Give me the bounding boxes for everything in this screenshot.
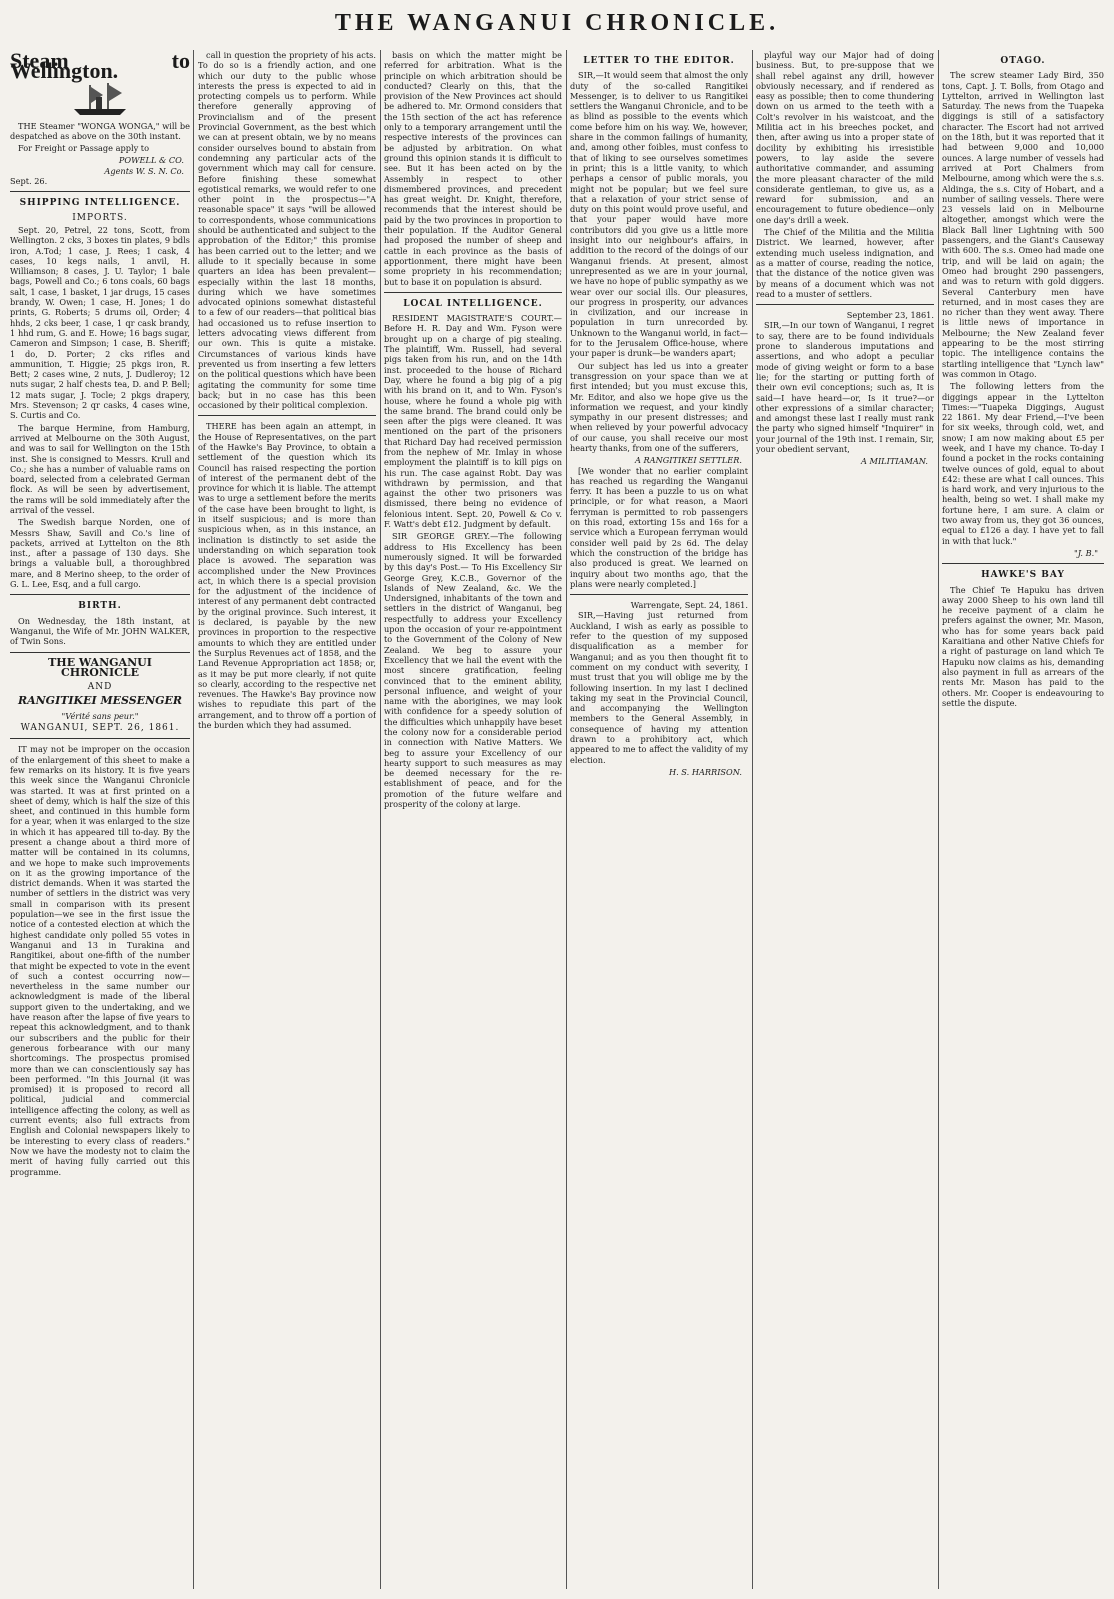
ferry-note: [We wonder that no earlier complaint has reached us regarding the Wanganui ferry. It has been a puzzle to us on what principle, or for what reason, a Maori ferryman is permitted to rob passengers on this road, extorting 15s and 16s for a service which a European ferryman would consider well paid by 2s 6d. The delay which the construction of the bridge has also produced is great. We learned on inquiry about two months ago, that the plans were nearly completed.] [570,465,748,589]
column-rule [938,50,939,1589]
hawkes-heading: HAWKE'S BAY [981,570,1065,581]
column-6 [942,50,1104,1589]
divider [384,292,562,293]
swedish-text: The Swedish barque Norden, one of Messrs Shaw, Savill and Co.'s line of packets, arrived at Lyttelton on the 8th inst., after a passage of 130 days. She brings a valuable bull, a thoroughbred mare, and 8 Merino sheep, to the order of G. L. Lee, Esq, and a full cargo. [10,517,190,590]
steam-agent-2: Agents W. S. N. Co. [104,165,184,176]
divider [10,652,190,653]
lyttelton-text: The following letters from the diggings appear in the Lyttelton Times:—"Tuapeka Diggings, August 22 1861. My dear Friend,—I've been for six weeks, through cold, wet, and snow; I am now making about £5 per week, and I have my chance. To-day I found a pocket in the rocks containing twelve ounces of gold, equal to about £42: these are what I call ounces. This is hard work, and very injurious to the health, being so wet. I shall make my fortune here, I am sure. A claim or two away from us, they got 36 ounces, equal to £126 a day. I have yet to fall in with that luck." [942,381,1104,546]
letter-text-2: Our subject has led us into a greater transgression on your space than we at first intended; but you must excuse this, Mr. Editor, and also we hope give us the information we request, and your kindly sympathy in our present distresses; and when relieved by your powerful advocacy of our cause, you shall receive our most hearty thanks, from one of the sufferers, [570,360,748,453]
letter-date: September 23, 1861. [846,310,934,321]
motto: "Vérité sans peur." [61,710,139,721]
divider [10,191,190,192]
signature: "J. B." [1073,547,1098,558]
otago-text: The screw steamer Lady Bird, 350 tons, Capt. J. T. Bolls, from Otago and Lyttelton, arrived in Wellington last Saturday. The news from the Tuapeka diggings is still of a satisfactory character. The Escort had not arrived on the 18th, but it was reported that it had between 9,000 and 10,000 ounces. A large number of vessels had arrived at Port Chalmers from Melbourne, among which were the s.s. Aldinga, the s.s. City of Hobart, and a number of sailing vessels. There were 23 vessels laid on in Melbourne altogether, amongst which were the Black Ball liner Lightning with 500 passengers, and the Giant's Causeway with 600. The s.s. Omeo had made one trip, and will be laid on again; the Omeo had brought 290 passengers, and was to return with gold diggers. Several Canterbury men have returned, and in most cases they are no richer than they went away. There is little news of importance in Melbourne; the New Zealand fever appearing to be the most stirring topic. The intelligence contains the startling intelligence that "Lynch law" was common in Otago. [942,70,1104,379]
editorial-continued: call in question the propriety of his acts. To do so is a friendly action, and one which our duty to the public whose interests the press is expected to aid in protecting compels us to perform. While therefore generally approving of Provincialism and of the present Provincial Government, as the best which we can at present obtain, we by no means consider ourselves bound to abstain from condemning any particular acts of the government which may call for censure. Before finishing these somewhat egotistical remarks, we would refer to one other point in the prospectus—"A reasonable space" it says "will be allowed to correspondents, whose communications should be authenticated and subject to the approbation of the Editor;" this promise has been carried out to the letter; and we allude to it specially because in some quarters an idea has been prevalent—especially within the last 18 months, during which we have sometimes advocated opinions somewhat distasteful to a few of our readers—that political bias had occasioned us to refuse insertion to letters advocating views different from our own. This is quite a mistake. Circumstances of various kinds have prevented us from inserting a few letters on the political questions which have been agitating the community for some time back; but in no case has this been occasioned by their political complexion. [198,50,376,411]
paper-and: AND [87,682,113,693]
local-heading: LOCAL INTELLIGENCE. [403,298,543,309]
ship-illustration-icon [70,81,130,117]
divider [10,594,190,595]
arbitration-article: basis on which the matter might be referred for arbitration. What is the principle on which arbitration should be conducted? Clearly on this, that the provision of the New Provinces act should be adhered to. Mr. Ormond considers that the 15th section of the act has reference only to a temporary arrangement until the respective interests of the provinces can be adjusted by arbitration. On what ground this opinion stands it is difficult to see. But it has been acted on by the Assembly in respect to other dismembered provinces, and precedent has great weight. Dr. Knight, therefore, recommends that the interest should be paid by the two provinces in proportion to their population. If the Auditor General had proposed the number of sheep and cattle in each province as the basis of apportionment, there might have been some propriety in his recommendation; but to base it on population is absurd. [384,50,562,287]
column-rule [193,50,194,1589]
shipping-heading: SHIPPING INTELLIGENCE. [19,198,181,209]
column-rule [752,50,753,1589]
column-rule [566,50,567,1589]
steam-date: Sept. 26. [10,176,48,187]
letter-heading: LETTER TO THE EDITOR. [583,56,735,66]
editorial-text: IT may not be improper on the occasion of the enlargement of this sheet to make a few remarks on its history. It is five years this week since the Wanganui Chronicle was started. It was at first printed on a sheet of demy, which is half the size of this sheet, and continued in this humble form for a year, when it was enlarged to the size in which it has appeared till to-day. By the present a change about a third more of matter will be contained in its columns, and we hope to make such improvements on it as the growing importance of the district demands. When it was started the number of settlers in the district was very small in comparison with its present population—we see in the first issue the notice of a contested election at which the highest candidate only polled 55 votes in Wanganui and 13 in Turakina and Rangitikei, about one-fifth of the number that might be expected to vote in the event of such a contest occurring now—nevertheless in the same number our acknowledgment is made of the liberal support given to the undertaking, and we have reason after the lapse of five years to repeat this acknowledgment, and to thank our subscribers and the public for their generous forbearance with our many shortcomings. The prospectus promised more than we can conscientiously say has been performed. "In this Journal (it was promised) it is proposed to record all political, judicial and commercial intelligence affecting the colony, as well as current events; also full extracts from English and Colonial newspapers likely to be interesting to every class of readers." Now we have the modesty not to claim the merit of having fully carried out this programme. [10,744,190,1177]
column-2 [198,50,376,1589]
divider [570,594,748,595]
paper-title-2: RANGITIKEI MESSENGER [17,694,183,708]
divider [198,415,376,416]
dateline: WANGANUI, SEPT. 26, 1861. [20,723,180,734]
column-rule [380,50,381,1589]
column-3 [384,50,562,1589]
hawkes-text: The Chief Te Hapuku has driven away 2000 Sheep to his own land till he receive payment of a claim he prefers against the owner, Mr. Mason, who has for some years back paid Karaitiana and other Native Chiefs for a right of pasturage on land which Te Hapuku now claims as his, demanding also payment in full as arrears of the rents Mr. Mason has paid to the others. Mr. Cooper is endeavouring to settle the dispute. [942,584,1104,708]
imports-text: Sept. 20, Petrel, 22 tons, Scott, from Wellington. 2 cks, 3 boxes tin plates, 9 bdls iron, A.Tod; 1 case, J. Rees; 1 cask, 4 cases, 10 kegs nails, 1 anvil, H. Williamson; 8 cases, J. U. Taylor; 1 bale bags, Powell and Co.; 6 tons coals, 60 bags salt, 1 case, 1 basket, 1 jar drugs, 15 cases brandy, W. Owen; 1 case, H. Jones; 1 do prints, G. Roberts; 5 drums oil, Order; 4 hhds, 2 cks beer, 1 case, 1 qr cask brandy, 1 hhd rum, G. and E. Howe; 16 bags sugar, Cameron and Simpson; 1 case, B. Sheriff; 1 do, D. Porter; 2 cks rifles and ammunition, T. Higgie; 25 pkgs iron, R. Bett; 2 cases wine, 2 nuts, J. Dudleroy; 12 nuts sugar, 2 half chests tea, D. and P. Bell; 12 mats sugar, J. Tocle; 2 pkgs drapery, Mrs. Stevenson; 2 qr casks, 4 cases wine, S. Curtis and Co. [10,224,190,421]
imports-label: IMPORTS. [72,212,128,223]
militia-letter: playful way our Major had of doing business. But, to pre-suppose that we shall rebel against any drill, however obviously necessary, and if rendered as easy as possible; then to come thundering down on us armed to the teeth with a Colt's revolver in his waistcoat, and the Militia act in his breeches pocket, and then, after awing us into a proper state of docility by exhibiting his irresistible powers, to lay aside the severe authoritative commander, and assuming the more pleasant character of the mild considerate gentleman, to give us, as a reward for submission, and an encouragement to future obedience—only one day's drill a week. [756,50,934,225]
grey-address-text: SIR GEORGE GREY.—The following address to His Excellency has been numerously signed. It will be forwarded by this day's Post.— To His Excellency Sir George Grey, K.C.B., Governor of the Islands of New Zealand, &c. We the Undersigned, inhabitants of the town and settlers in the district of Wanganui, beg respectfully to address your Excellency upon the occasion of your re-appointment to the Government of the Colony of New Zealand. We beg to assure your Excellency that we hail the event with the most sincere gratification, feeling convinced that to the eminent ability, personal influence, and weight of your name with the aborigines, we may look with confidence for a speedy solution of the difficulties which unhappily have beset the colony now for a considerable period in connection with Native Matters. We beg to assure your Excellency of our hearty support to such measures as may be deemed necessary for the re-establishment of peace, and for the promotion of the future welfare and prosperity of the colony at large. [384,531,562,810]
divider [756,304,934,305]
signature: A RANGITIKEI SETTLER. [635,455,742,466]
birth-heading: BIRTH. [78,601,122,612]
steam-title: Steam to Wellington. [10,50,190,84]
steam-text: THE Steamer "WONGA WONGA," will be despatched as above on the 30th instant. [10,120,190,141]
masthead: THE WANGANUI CHRONICLE. [334,10,780,36]
paper-title: THE WANGANUI CHRONICLE [48,655,152,679]
militia-letter-2: The Chief of the Militia and the Militia District. We learned, however, after extending much useless indignation, and as a matter of course, reading the notice, that the distance of the notice given was by means of a document which was not read to a muster of settlers. [756,227,934,299]
harrison-letter: SIR,—Having just returned from Auckland, I wish as early as possible to refer to the question of my supposed disqualification as a member for Wanganui; and as you then thought fit to comment on my conduct with severity, I must trust that you will oblige me by the following insertion. In my last I declined taking my seat in the Provincial Council, and accompanying the Wellington members to the General Assembly, in consequence of having my attention drawn to a prohibitory act, which appeared to me to affect the validity of my election. [570,610,748,765]
signature: A MILITIAMAN. [861,456,928,467]
column-4 [570,50,748,1589]
column-5 [756,50,934,1589]
column-1 [10,50,190,1589]
signature: H. S. HARRISON. [668,766,742,777]
steam-freight: For Freight or Passage apply to [18,143,150,154]
letter-date: Warrengate, Sept. 24, 1861. [630,600,748,611]
letter-text: SIR,—It would seem that almost the only duty of the so-called Rangitikei Messenger, is to deliver to us Rangitikei settlers the Wanganui Chronicle, and to be as blind as possible to the events which come before him on his way. We, however, share in the common failings of humanity, and, among other foibles, must confess to that of liking to see ourselves sometimes in print; this is a little vanity, to which perhaps a censor of public morals, you might not be popular; but we feel sure that a relaxation of your strict sense of duty on this point would prove useful, and that your paper would have more contributors did you give us a little more insight into our neighbour's affairs, in addition to the record of the doings of our Wanganui friends. At present, almost unrepresented as we are in your journal, we have no hope of public sympathy as we wear over our social ills. Our pleasures, our progress in prosperity, our advances in civilization, and our increase in population in turn unrecorded by. Unknown to the Wanganui world, in fact—for to the Jerusalem Office-house, where your paper is drunk—be wanders apart; [570,70,748,359]
local-text: RESIDENT MAGISTRATE'S COURT.—Before H. R. Day and Wm. Fyson were brought up on a charge of pig stealing. The plaintiff, Wm. Russell, had several pigs taken from his run, and on the 14th inst. proceeded to the house of Richard Day, where he found a big pig of a pig with his brand on it, and to Wm. Fyson's house, where he found a whole pig with the same brand. The brand could only be seen after the pigs were cleaned. It was mentioned on the part of the prisoners that Richard Day had received permission from the nephew of Mr. Imlay in whose employment the plaintiff is to kill pigs on his run. The case against Robt. Day was withdrawn by permission, and that against the other two prisoners was dismissed, there being no evidence of felonious intent. Sept. 20, Powell & Co v. F. Watt's debt £12. Judgment by default. [384,313,562,530]
divider [10,738,190,739]
slander-letter: SIR,—In our town of Wanganui, I regret to say, there are to be found individuals prone to slanderous imputations and assertions, and who adopt a peculiar mode of giving weight or form to a base lie; for the starting or putting forth of their own evil conceptions; such as, It is said—I have heard—or, Is it true?—or other expressions of a similar character; and amongst these last I really must rank the party who signed himself "Inquirer" in your journal of the 19th inst. I remain, Sir, your obedient servant, [756,320,934,454]
divider [942,563,1104,564]
hawkes-bay-article: THERE has been again an attempt, in the House of Representatives, on the part of the Hawke's Bay Province, to obtain a settlement of the question which its Council has raised respecting the portion of interest of the permanent debt of the province for which it is liable. The attempt was to urge a settlement before the merits of the case have been brought to light, is in itself suspicious; and is more than suspicious when, as in this instance, an inclination is distinctly to set aside the understanding on which separation took place is avowed. The separation was accomplished under the New Provinces act, in which there is a special provision for the adjustment of the incidence of interest of any permanent debt contracted by the original province. Such interest, it is declared, is payable by the new provinces in proportion to the respective amounts to which they are entitled under the Surplus Revenues act of 1858, and the Land Revenue Appropriation act 1858; or, as it may be put more clearly, if not quite so clearly, according to the respective net revenues. The Hawke's Bay province now wishes to repudiate this part of the arrangement, and to throw off a portion of the burden which they had assumed. [198,421,376,730]
steam-agent: POWELL & CO. [118,155,184,166]
barque-text: The barque Hermine, from Hamburg, arrived at Melbourne on the 30th August, and was to sail for Wellington on the 15th inst. She is consigned to Messrs. Krull and Co.; she has a number of valuable rams on board, selected from a celebrated German flock. As will be seen by advertisement, the rams will be sold immediately after the arrival of the vessel. [10,422,190,515]
otago-heading: OTAGO. [1000,56,1046,66]
birth-text: On Wednesday, the 18th instant, at Wanganui, the Wife of Mr. JOHN WALKER, of Twin Sons. [10,615,190,647]
